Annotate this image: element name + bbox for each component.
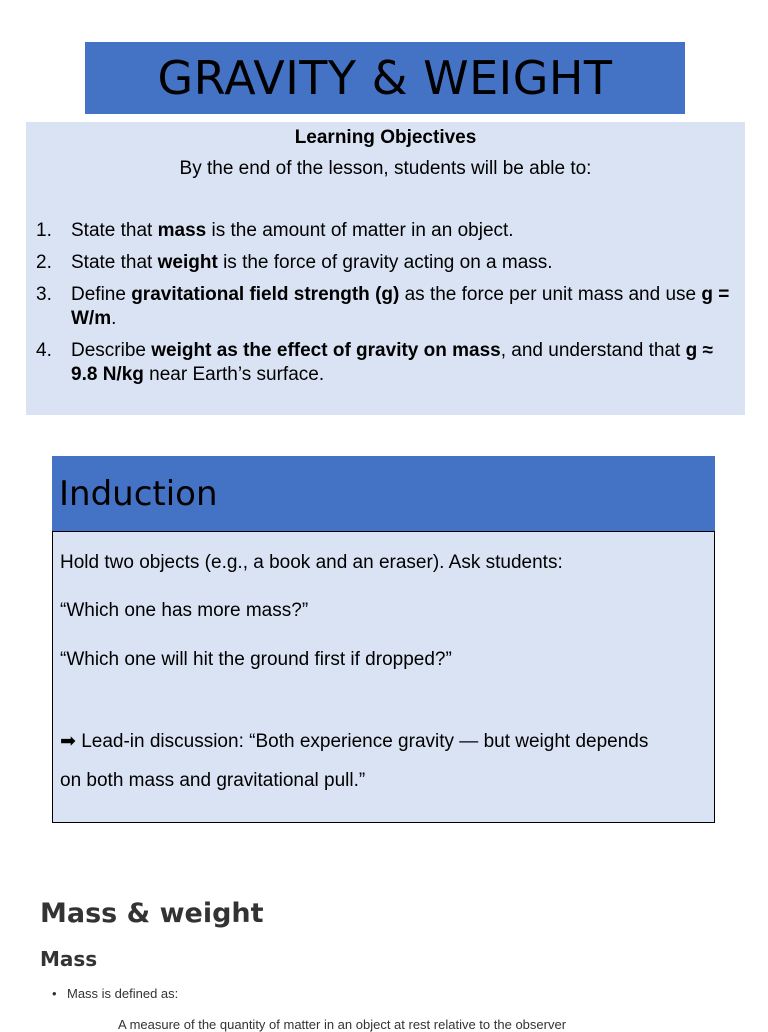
objective-text: State that weight is the force of gravity acting on a mass. — [71, 252, 553, 273]
objective-number: 2. — [36, 252, 52, 273]
objective-item — [36, 219, 735, 243]
objective-item — [36, 339, 735, 387]
bullet-icon: • — [52, 986, 57, 1001]
objective-item — [36, 251, 735, 275]
mass-bullet-text: Mass is defined as: — [67, 986, 179, 1001]
induction-line: “Which one has more mass?” — [60, 600, 309, 621]
page-title: GRAVITY & WEIGHT — [157, 51, 613, 105]
mass-weight-heading: Mass & weight — [40, 898, 264, 929]
objective-number: 1. — [36, 220, 52, 241]
induction-line: on both mass and gravitational pull.” — [60, 770, 366, 791]
objectives-list — [36, 219, 735, 387]
objective-number: 4. — [36, 340, 52, 361]
title-banner — [85, 42, 685, 114]
learning-objectives-box — [26, 122, 745, 415]
induction-line: “Which one will hit the ground first if dropped?” — [60, 649, 452, 670]
objective-text: Describe weight as the effect of gravity on mass, and understand that g ≈ 9.8 N/kg near Earth’s surface. — [71, 340, 713, 385]
objectives-intro: By the end of the lesson, students will be able to: — [179, 158, 592, 179]
objectives-heading: Learning Objectives — [294, 127, 477, 148]
induction-body — [52, 531, 715, 823]
objective-text: State that mass is the amount of matter in an object. — [71, 220, 514, 241]
mass-bullet — [52, 986, 178, 1001]
objective-number: 3. — [36, 284, 52, 305]
induction-line: Hold two objects (e.g., a book and an eraser). Ask students: — [60, 552, 563, 573]
objective-item — [36, 283, 735, 331]
mass-subheading: Mass — [40, 947, 98, 971]
induction-header — [52, 456, 715, 531]
induction-line: ➡ Lead-in discussion: “Both experience gravity — but weight depends — [60, 731, 649, 752]
objective-text: Define gravitational field strength (g) as the force per unit mass and use g = W/m. — [71, 284, 730, 329]
mass-definition-line: A measure of the quantity of matter in an object at rest relative to the observer — [118, 1017, 567, 1032]
induction-title: Induction — [59, 473, 218, 514]
